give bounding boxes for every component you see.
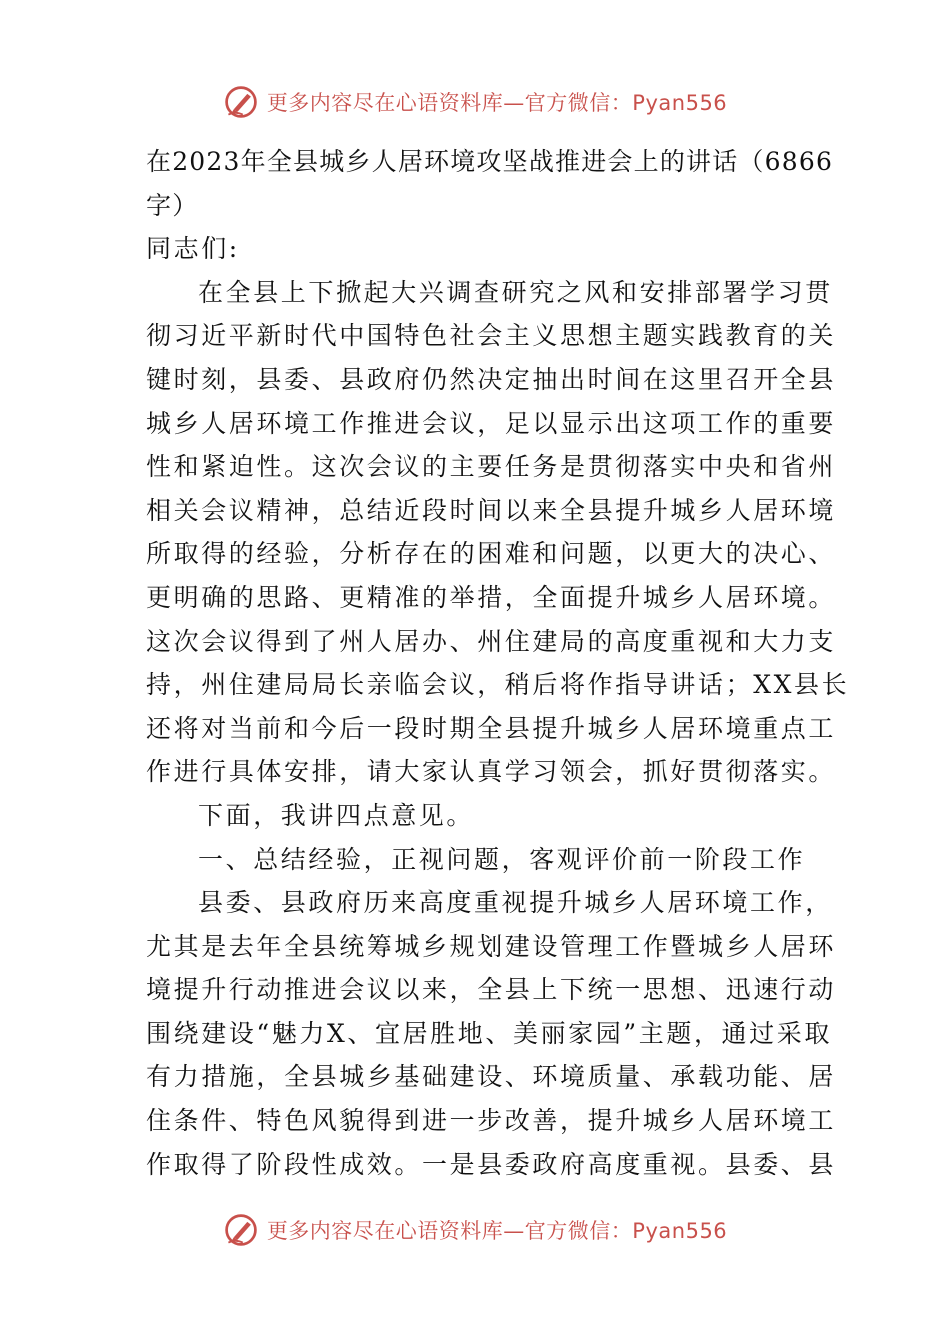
watermark-text: 更多内容尽在心语资料库—官方微信：Pyan556 [266,91,728,115]
paragraph-3-line: 境提升行动推进会议以来，全县上下统一思想、迅速行动 [146,975,837,1005]
paragraph-1-line: 持，州住建局局长亲临会议，稍后将作指导讲话；XX县长 [146,670,850,700]
paragraph-1-line: 更明确的思路、更精准的举措，全面提升城乡人居环境。 [146,582,837,612]
paragraph-1-line: 键时刻，县委、县政府仍然决定抽出时间在这里召开全县 [146,364,837,394]
paragraph-1-line: 在全县上下掀起大兴调查研究之风和安排部署学习贯 [198,277,833,307]
salutation: 同志们: [146,234,240,264]
header-watermark [0,80,950,124]
paragraph-1-line: 还将对当前和今后一段时期全县提升城乡人居环境重点工 [146,713,837,743]
paragraph-1-line: 彻习近平新时代中国特色社会主义思想主题实践教育的关 [146,321,837,351]
paragraph-3-line: 尤其是去年全县统筹城乡规划建设管理工作暨城乡人居环 [146,931,837,961]
paragraph-2: 下面，我讲四点意见。 [198,800,475,830]
paragraph-1-line: 所取得的经验，分析存在的困难和问题，以更大的决心、 [146,539,837,569]
paragraph-1-line: 相关会议精神，总结近段时间以来全县提升城乡人居环境 [146,495,837,525]
watermark-text: 更多内容尽在心语资料库—官方微信：Pyan556 [266,1219,728,1243]
paragraph-3-line: 作取得了阶段性成效。一是县委政府高度重视。县委、县 [146,1149,837,1179]
paragraph-3-line: 县委、县政府历来高度重视提升城乡人居环境工作， [198,888,833,918]
paragraph-1-line: 性和紧迫性。这次会议的主要任务是贯彻落实中央和省州 [146,452,837,482]
paragraph-1-line: 作进行具体安排，请大家认真学习领会，抓好贯彻落实。 [146,757,837,787]
paragraph-3-line: 住条件、特色风貌得到进一步改善，提升城乡人居环境工 [146,1106,837,1136]
paragraph-3-line: 有力措施，全县城乡基础建设、环境质量、承载功能、居 [146,1062,837,1092]
document-body [146,140,850,1186]
document-title-line-1: 在2023年全县城乡人居环境攻坚战推进会上的讲话（6866 [146,147,834,176]
paragraph-1-line: 城乡人居环境工作推进会议，足以显示出这项工作的重要 [146,408,837,438]
section-heading-1: 一、总结经验，正视问题，客观评价前一阶段工作 [198,844,806,874]
pen-seal-logo-icon [223,1212,259,1248]
paragraph-1-line: 这次会议得到了州人居办、州住建局的高度重视和大力支 [146,626,837,656]
pen-seal-logo-icon [223,84,259,120]
footer-watermark [0,1208,950,1252]
paragraph-3-line: 围绕建设“魅力X、宜居胜地、美丽家园”主题，通过采取 [146,1018,832,1048]
document-title-line-2: 字） [146,190,199,220]
